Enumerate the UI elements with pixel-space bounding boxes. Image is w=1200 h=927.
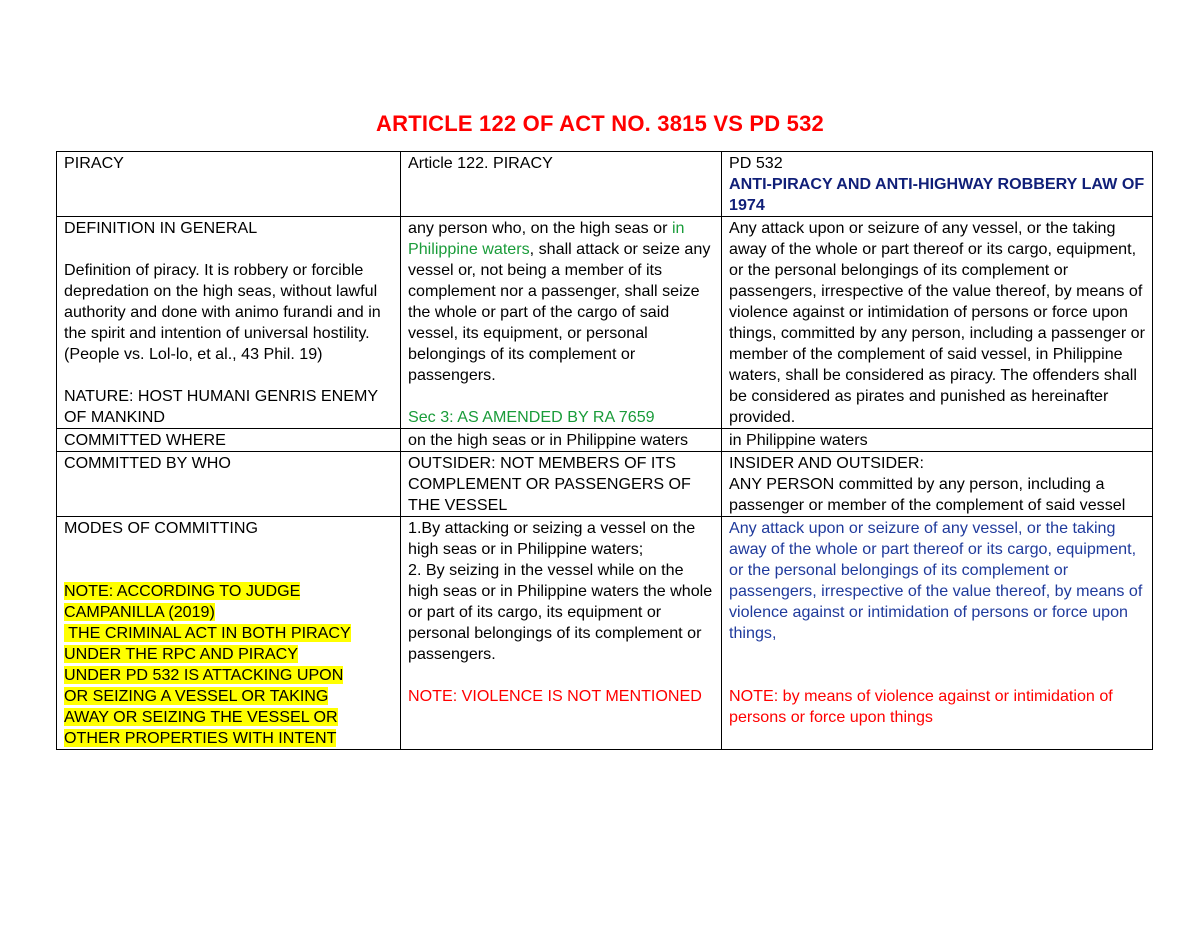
definition-label: DEFINITION IN GENERAL [64, 219, 258, 237]
modes-label-cell [57, 517, 401, 750]
note-line: UNDER THE RPC AND PIRACY [64, 645, 298, 663]
definition-pd-cell: Any attack upon or seizure of any vessel, or the taking away of the whole or part thereof or its cargo, equipment, or the personal belongings of its complement or passengers, irrespective of the value thereof, by means of violence against or intimidation of persons or force upon things, committed by any person, including a passenger or member of the complement of said vessel, in Philippine waters, shall be considered as piracy. The offenders shall be considered as pirates and punished as hereinafter provided. [722, 217, 1153, 429]
note-line: OTHER PROPERTIES WITH INTENT [64, 729, 337, 747]
where-label: COMMITTED WHERE [57, 429, 401, 452]
note-line: AWAY OR SEIZING THE VESSEL OR [64, 708, 338, 726]
definition-rpc-cell [401, 217, 722, 429]
header-cell-article-122: Article 122. PIRACY [401, 152, 722, 217]
who-pd-cell [722, 452, 1153, 517]
table-row-definition [57, 217, 1153, 429]
pd-532-label: PD 532 [729, 154, 783, 172]
rpc-definition: any person who, on the high seas or in Philippine waters, shall attack or seize any vessel or, not being a member of its complement nor a passenger, shall seize the whole or part of the cargo of said vessel, its equipment, or personal belongings of its complement or passengers. [408, 219, 711, 384]
where-pd: in Philippine waters [722, 429, 1153, 452]
violence-intimidation-note: NOTE: by means of violence against or intimidation of persons or force upon things [729, 687, 1113, 726]
comparison-table [56, 151, 1153, 750]
modes-pd-text: Any attack upon or seizure of any vessel, or the taking away of the whole or part thereof or its cargo, equipment, or the personal belongings of its complement or passengers, irrespective of the value thereof, by means of violence against or intimidation of persons or force upon things, [729, 519, 1143, 642]
violence-note: NOTE: VIOLENCE IS NOT MENTIONED [408, 687, 702, 705]
who-pd-heading: INSIDER AND OUTSIDER: [729, 454, 924, 472]
sec-3-amendment: Sec 3: AS AMENDED BY RA 7659 [408, 408, 655, 426]
note-line: THE CRIMINAL ACT IN BOTH PIRACY [64, 624, 351, 642]
table-row-modes [57, 517, 1153, 750]
who-pd-text: ANY PERSON committed by any person, including a passenger or member of the complement of said vessel [729, 475, 1126, 514]
modes-label: MODES OF COMMITTING [64, 519, 259, 537]
mode-item-1: 1.By attacking or seizing a vessel on the high seas or in Philippine waters; [408, 519, 696, 558]
modes-rpc-cell [401, 517, 722, 750]
note-line: NOTE: ACCORDING TO JUDGE [64, 582, 301, 600]
definition-label-cell [57, 217, 401, 429]
who-label: COMMITTED BY WHO [57, 452, 401, 517]
campanilla-note [64, 581, 394, 749]
table-row-where [57, 429, 1153, 452]
page-title: ARTICLE 122 OF ACT NO. 3815 VS PD 532 [376, 111, 824, 136]
definition-text: Definition of piracy. It is robbery or forcible depredation on the high seas, without lawful authority and done with animo furandi and in the spirit and intention of universal hostility. (People vs. Lol-lo, et al., 43 Phil. 19) [64, 261, 381, 363]
note-line: CAMPANILLA (2019) [64, 603, 215, 621]
mode-item-2: 2. By seizing in the vessel while on the high seas or in Philippine waters the whole or part of its cargo, its equipment or personal belongings of its complement or passengers. [408, 561, 713, 663]
pd-532-law-name: ANTI-PIRACY AND ANTI-HIGHWAY ROBBERY LAW OF 1974 [729, 175, 1145, 214]
nature-text: NATURE: HOST HUMANI GENRIS ENEMY OF MANKIND [64, 387, 378, 426]
where-rpc: on the high seas or in Philippine waters [401, 429, 722, 452]
table-row-header [57, 152, 1153, 217]
philippine-waters-highlight: in Philippine waters [408, 219, 685, 258]
who-rpc: OUTSIDER: NOT MEMBERS OF ITS COMPLEMENT OR PASSENGERS OF THE VESSEL [401, 452, 722, 517]
header-cell-piracy: PIRACY [57, 152, 401, 217]
header-cell-pd-532 [722, 152, 1153, 217]
note-line: UNDER PD 532 IS ATTACKING UPON [64, 666, 344, 684]
note-line: OR SEIZING A VESSEL OR TAKING [64, 687, 329, 705]
table-row-who [57, 452, 1153, 517]
modes-pd-cell [722, 517, 1153, 750]
